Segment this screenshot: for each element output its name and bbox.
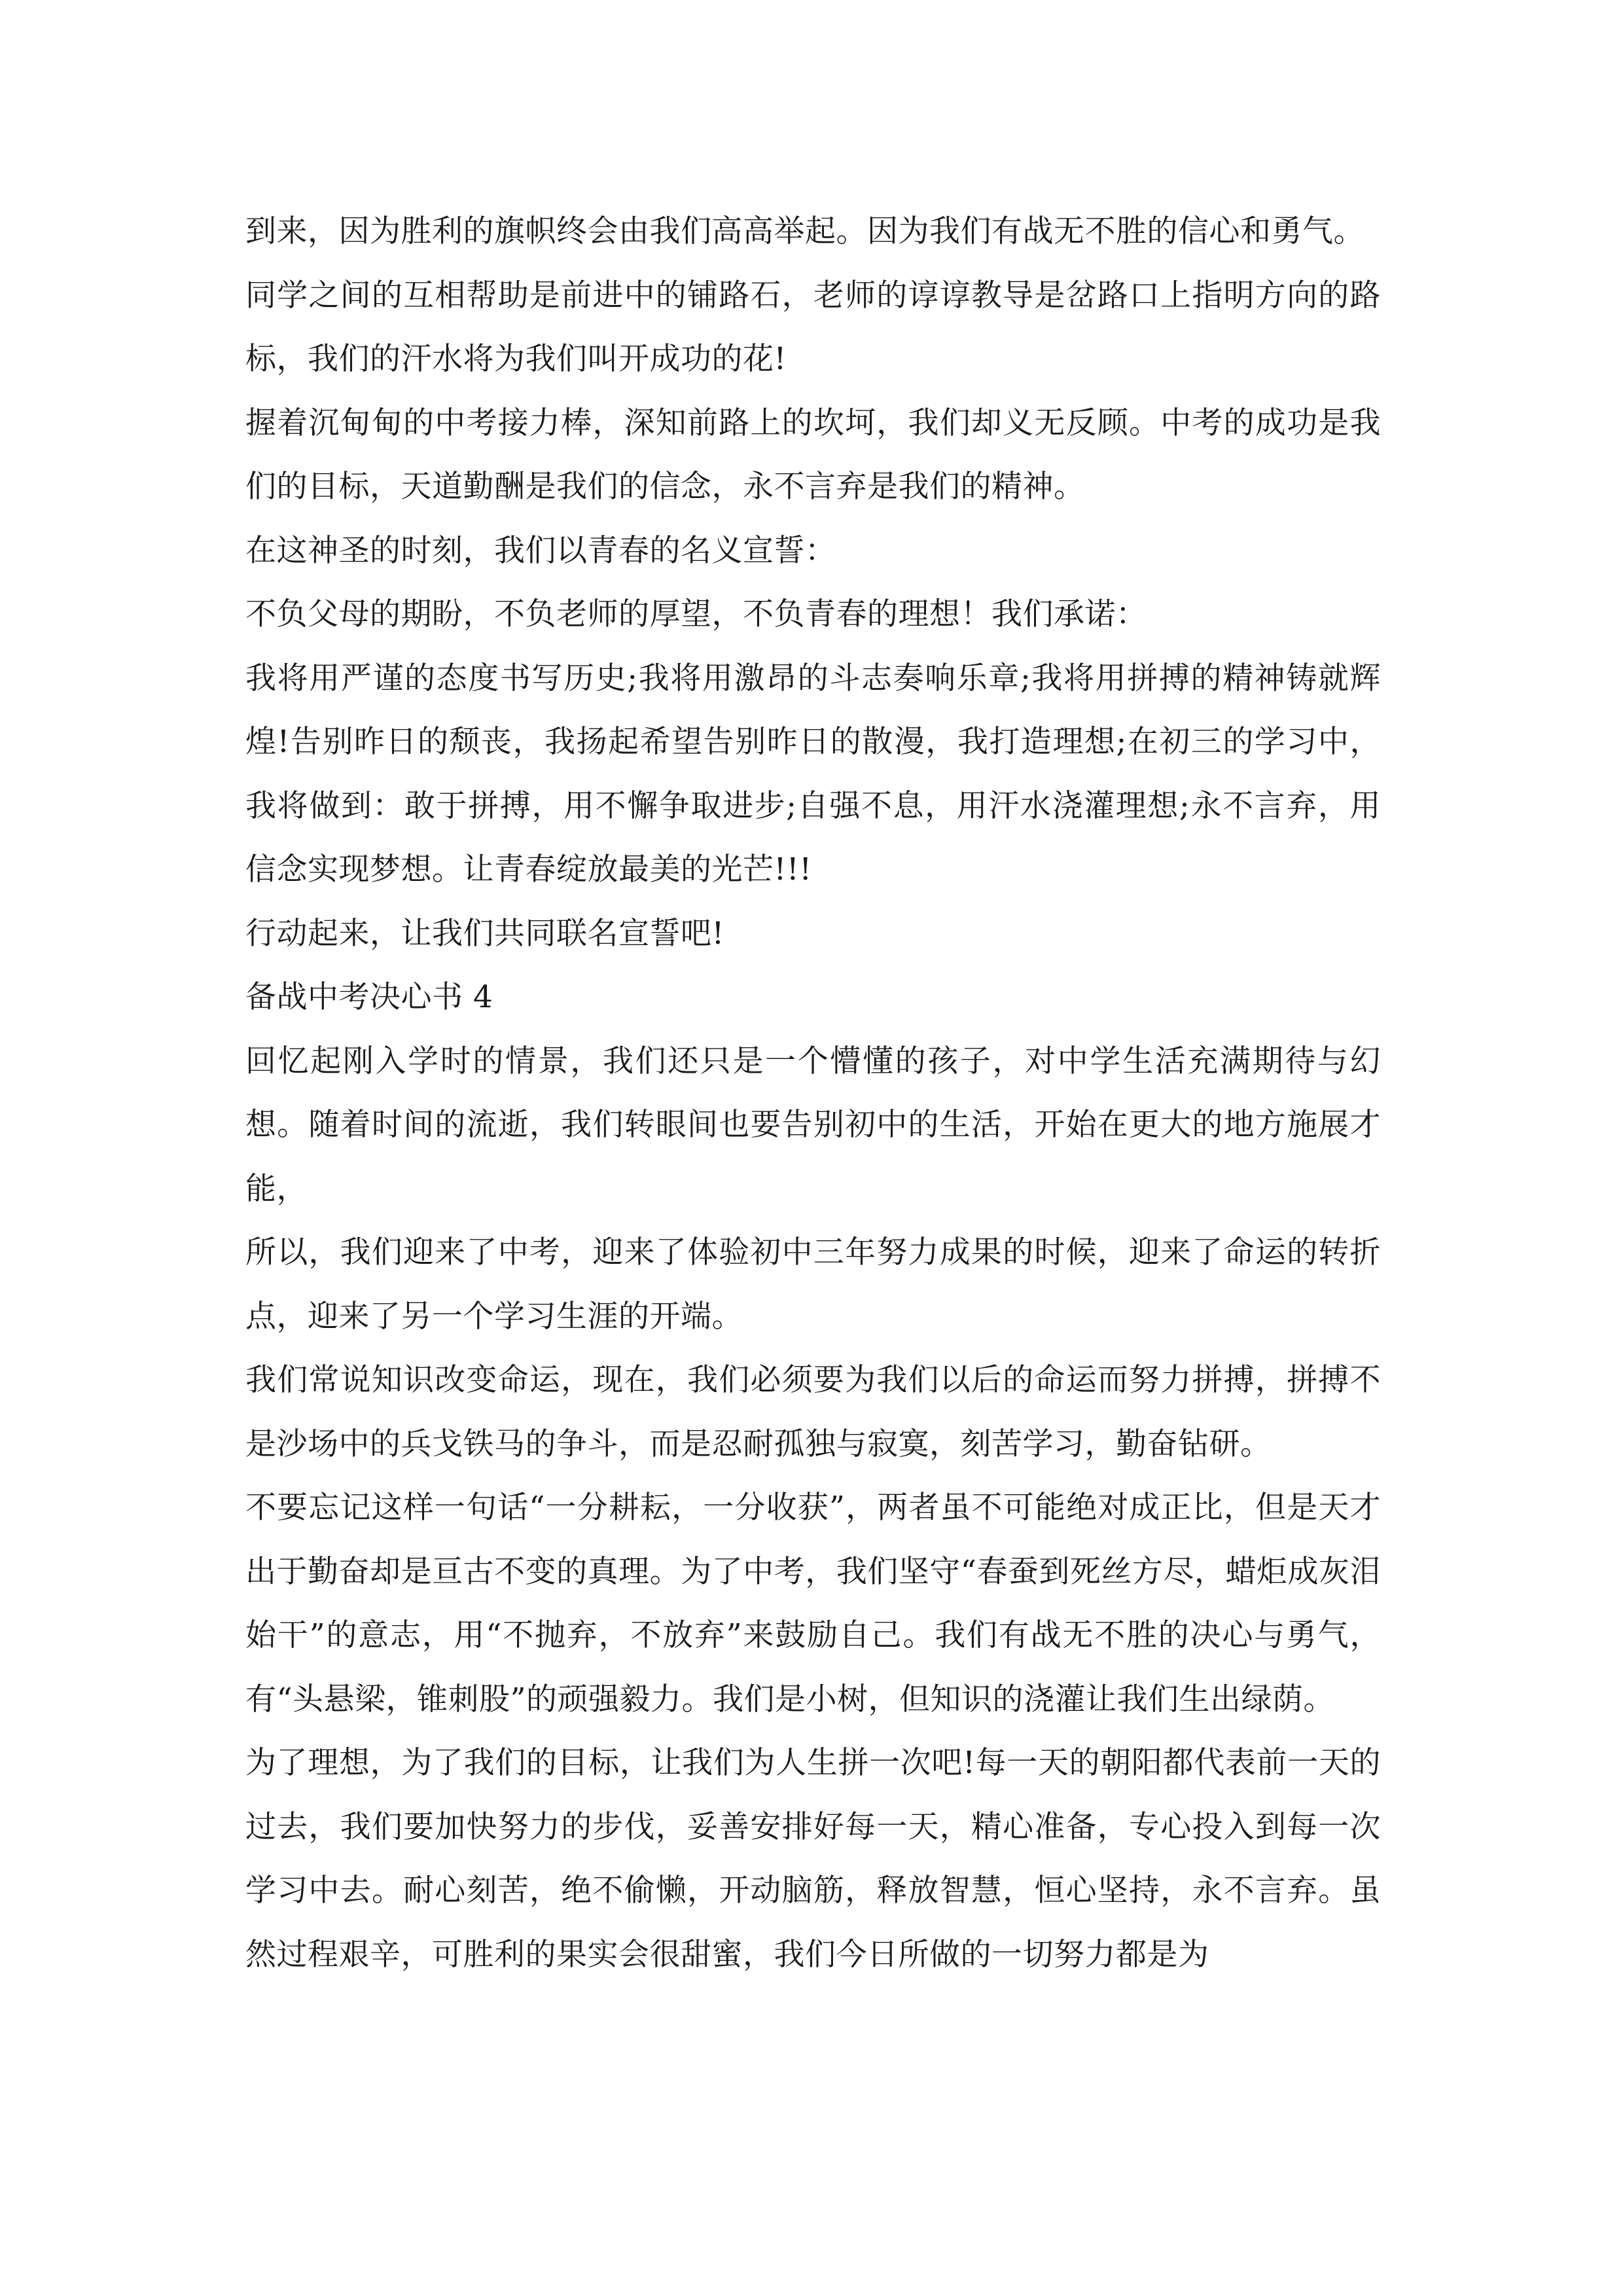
paragraph-relay-baton: 握着沉甸甸的中考接力棒，深知前路上的坎坷，我们却义无反顾。中考的成功是我们的目标，天道勤酬是我们的信念，永不言弃是我们的精神。: [245, 404, 1381, 505]
paragraph-continuation: 到来，因为胜利的旗帜终会由我们高高举起。因为我们有战无不胜的信心和勇气。: [245, 213, 1364, 249]
paragraph-call-to-action: 行动起来，让我们共同联名宣誓吧!: [245, 915, 724, 952]
section-heading: 备战中考决心书 4: [245, 979, 493, 1015]
paragraph-mutual-help: 同学之间的互相帮助是前进中的铺路石，老师的谆谆教导是岔路口上指明方向的路标，我们的汗水将为我们叫开成功的花!: [245, 277, 1381, 377]
document-body: [245, 200, 1381, 1986]
paragraph-ideals: 为了理想，为了我们的目标，让我们为人生拼一次吧!每一天的朝阳都代表前一天的过去，我们要加快努力的步伐，妥善安排好每一天，精心准备，专心投入到每一次学习中去。耐心刻苦，绝不偷懒，开动脑筋，释放智慧，恒心坚持，永不言弃。虽然过程艰辛，可胜利的果实会很甜蜜，我们今日所做的一切努力都是为: [245, 1745, 1381, 1973]
paragraph-memories: 回忆起刚入学时的情景，我们还只是一个懵懂的孩子，对中学生活充满期待与幻想。随着时间的流逝，我们转眼间也要告别初中的生活，开始在更大的地方施展才能，: [245, 1043, 1381, 1207]
paragraph-pledges: 我将用严谨的态度书写历史;我将用激昂的斗志奏响乐章;我将用拼搏的精神铸就辉煌!告别昨日的颓丧，我扬起希望告别昨日的散漫，我打造理想;在初三的学习中，我将做到：敢于拼搏，用不懈争取进步;自强不息，用汗水浇灌理想;永不言弃，用信念实现梦想。让青春绽放最美的光芒!!!: [245, 660, 1381, 888]
paragraph-oath-intro: 在这神圣的时刻，我们以青春的名义宣誓：: [245, 532, 836, 569]
paragraph-exam-arrives: 所以，我们迎来了中考，迎来了体验初中三年努力成果的时候，迎来了命运的转折点，迎来了另一个学习生涯的开端。: [245, 1234, 1381, 1335]
paragraph-promise: 不负父母的期盼，不负老师的厚望，不负青春的理想！我们承诺：: [245, 596, 1147, 632]
paragraph-knowledge: 我们常说知识改变命运，现在，我们必须要为我们以后的命运而努力拼搏，拼搏不是沙场中的兵戈铁马的争斗，而是忍耐孤独与寂寞，刻苦学习，勤奋钻研。: [245, 1362, 1381, 1462]
paragraph-diligence: 不要忘记这样一句话“一分耕耘，一分收获”，两者虽不可能绝对成正比，但是天才出于勤奋却是亘古不变的真理。为了中考，我们坚守“春蚕到死丝方尽，蜡炬成灰泪始干”的意志，用“不抛弃，不放弃”来鼓励自己。我们有战无不胜的决心与勇气，有“头悬梁，锥刺股”的顽强毅力。我们是小树，但知识的浇灌让我们生出绿荫。: [245, 1490, 1381, 1717]
